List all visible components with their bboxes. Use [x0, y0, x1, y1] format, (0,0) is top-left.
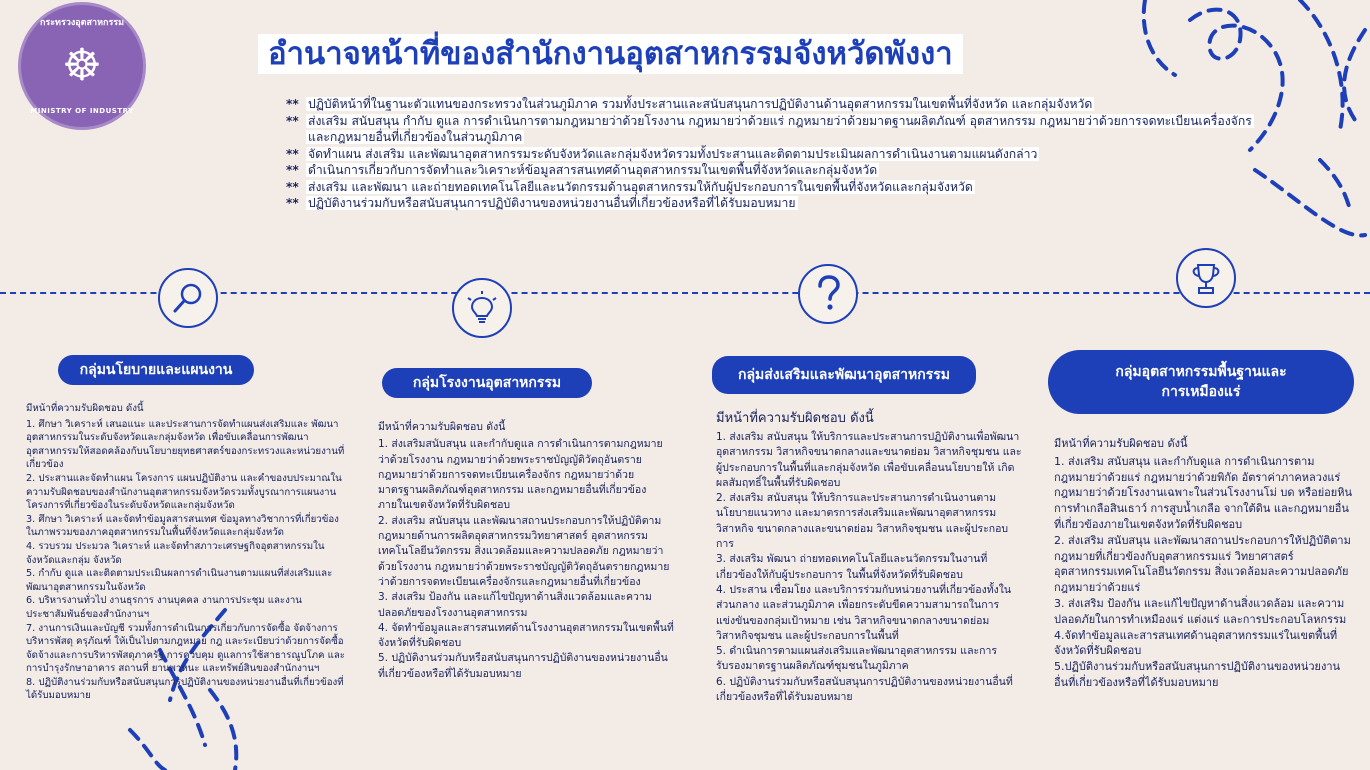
group-duties-heading: มีหน้าที่ความรับผิดชอบ ดังนี้	[26, 403, 144, 414]
group-factory-duties	[378, 420, 674, 682]
group-duty-item: 2. ส่งเสริม สนับสนุน ให้บริการและประสานการดำเนินงานตามนโยบายแนวทาง และมาตรการส่งเสริมและพัฒนาอุตสาหกรรม วิสาหกิจ ขนาดกลางและขนาดย่อม วิสาหกิจชุมชน และผู้ประกอบการ	[716, 492, 1009, 551]
group-duty-item: 1. ส่งเสริม สนับสนุน และกำกับดูแล การดำเนินการตามกฎหมายว่าด้วยแร่ กฎหมายว่าด้วยพิกัด อัตราค่าภาคหลวงแร่ กฎหมายว่าด้วยโรงงานเฉพาะในส่วนโรงงานโม่ บด หรือย่อยหิน การทำเกลือสินเธาว์ การสูบน้ำเกลือ จากใต้ดิน และกฎหมายอื่นที่เกี่ยวข้องภายในเขตจังหวัดที่รับผิดชอบ	[1054, 454, 1352, 531]
duty-text: ปฏิบัติหน้าที่ในฐานะตัวแทนของกระทรวงในส่วนภูมิภาค รวมทั้งประสานและสนับสนุนการปฏิบัติงานด้านอุตสาหกรรมในเขตพื้นที่จังหวัด และกลุ่มจังหวัด	[308, 97, 1093, 111]
duty-marker: **	[286, 97, 299, 111]
group-duty-item: 3. ส่งเสริม พัฒนา ถ่ายทอดเทคโนโลยีและนวัตกรรมในงานที่เกี่ยวข้องให้กับผู้ประกอบการ ในพื้นที่จังหวัดที่รับผิดชอบ	[716, 553, 988, 581]
duty-marker: **	[286, 146, 299, 161]
group-duty-item: 5.ปฏิบัติงานร่วมกับหรือสนับสนุนการปฏิบัติงานของหน่วยงานอื่นที่เกี่ยวข้องหรือที่ได้รับมอบหมาย	[1054, 660, 1341, 689]
group-duty-item: 3. ส่งเสริม ป้องกัน และแก้ไขปัญหาด้านสิ่งแวดล้อม และความปลอดภัยในการทำเหมืองแร่ แต่งแร่ และการประกอบโลหกรรม	[1054, 596, 1347, 626]
magnifier-icon	[158, 268, 218, 328]
duty-text: ปฏิบัติงานร่วมกับหรือสนับสนุนการปฏิบัติงานของหน่วยงานอื่นที่เกี่ยวข้องหรือที่ได้รับมอบหมาย	[308, 196, 796, 210]
ministry-emblem-icon: ☸	[62, 40, 102, 91]
group-duty-item: 2. ส่งเสริม สนับสนุน และพัฒนาสถานประกอบการให้ปฏิบัติตามกฎหมายที่เกี่ยวข้องกับอุตสาหกรรมแร่ วิทยาศาสตร์ อุตสาหกรรมเทคโนโลยีนวัตกรรม สิ่งแวดล้อมละความปลอดภัย กฎหมายว่าด้วยแร่	[1054, 533, 1351, 595]
group-duties-heading: มีหน้าที่ความรับผิดชอบ ดังนี้	[378, 421, 506, 433]
group-duty-item: 7. งานการเงินและบัญชี รวมทั้งการดำเนินการเกี่ยวกับการจัดซื้อ จัดจ้างการบริหารพัสดุ ครุภัณฑ์ ให้เป็นไปตามกฎหมาย กฎ และระเบียบว่าด้วยการจัดซื้อจัดจ้างและการบริหารพัสดุภาครัฐ การควบคุม ดูแลการใช้สาธารณูปโภค และการบำรุงรักษาอาคาร สถานที่ ยานพาหนะ และทรัพย์สินของสำนักงานฯ	[26, 622, 345, 675]
group-policy-duties	[26, 402, 350, 703]
group-duty-item: 3. ศึกษา วิเคราะห์ และจัดทำข้อมูลสารสนเทศ ข้อมูลทางวิชาการที่เกี่ยวข้องในภาพรวมของภาคอุตสาหกรรมในพื้นที่จังหวัดและกลุ่มจังหวัด	[26, 513, 339, 539]
duty-text: ส่งเสริม สนับสนุน กำกับ ดูแล การดำเนินการตามกฎหมายว่าด้วยโรงงาน กฎหมายว่าด้วยแร่ กฎหมายว่าด้วยมาตฐานผลิตภัณฑ์ อุตสาหกรรม กฎหมายว่าด้วยการจดทะเบียนเครื่องจักร และกฎหมายอื่นที่เกี่ยวข้องในส่วนภูมิภาค	[308, 113, 1252, 144]
duty-item	[286, 195, 1276, 212]
group-duty-item: 5. ดำเนินการตามแผนส่งเสริมและพัฒนาอุตสาหกรรม และการรับรองมาตรฐานผลิตภัณฑ์ชุมชนในภูมิภาค	[716, 645, 998, 673]
group-pill-basic-industry-line1: กลุ่มอุตสาหกรรมพื้นฐานและ	[1115, 364, 1287, 380]
group-duties-heading: มีหน้าที่ความรับผิดชอบ ดังนี้	[716, 411, 874, 426]
duty-marker: **	[286, 196, 299, 210]
group-duties-heading: มีหน้าที่ความรับผิดชอบ ดังนี้	[1054, 437, 1188, 450]
group-duty-item: 4.จัดทำข้อมูลและสารสนเทศด้านอุตสาหกรรมแร่ในเขตพื้นที่จังหวัดที่รับผิดชอบ	[1054, 628, 1338, 658]
duty-text: ดำเนินการเกี่ยวกับการจัดทำและวิเคราะห์ข้อมูลสารสนเทศด้านอุตสาหกรรมในเขตพื้นที่จังหวัดและกลุ่มจังหวัด	[308, 163, 878, 177]
logo-top-text: กระทรวงอุตสาหกรรม	[39, 18, 125, 28]
trophy-icon	[1176, 248, 1236, 308]
group-pill-basic-industry-line2: การเหมืองแร่	[1161, 384, 1241, 400]
duty-marker: **	[286, 163, 299, 177]
group-basic-industry-duties	[1054, 436, 1354, 691]
group-duty-item: 4. ประสาน เชื่อมโยง และบริการร่วมกับหน่วยงานที่เกี่ยวข้องทั้งในส่วนกลาง และส่วนภูมิภาค เพื่อยกระดับขีดความสามารถในการแข่งขันของกลุ่มเป้าหมาย เช่น วิสาหกิจขนาดกลางขนาดย่อม วิสาหกิจชุมชน และผู้ประกอบการในพื้นที่	[716, 583, 1012, 642]
duty-item	[286, 96, 1276, 113]
duty-item	[286, 146, 1276, 163]
group-pill-promotion: กลุ่มส่งเสริมและพัฒนาอุตสาหกรรม	[712, 356, 976, 394]
duty-text: จัดทำแผน ส่งเสริม และพัฒนาอุตสาหกรรมระดับจังหวัดและกลุ่มจังหวัดรวมทั้งประสานและติดตามประเมินผลการดำเนินงานตามแผนดังกล่าว	[308, 146, 1038, 161]
duty-item	[286, 162, 1276, 179]
ministry-logo	[18, 2, 146, 130]
page-title: อำนาจหน้าที่ของสำนักงานอุตสาหกรรมจังหวัดพังงา	[258, 34, 963, 74]
group-pill-policy: กลุ่มนโยบายและแผนงาน	[58, 355, 254, 385]
group-duty-item: 2. ประสานและจัดทำแผน โครงการ แผนปฏิบัติงาน และคำของบประมาณในความรับผิดชอบของสำนักงานอุตสาหกรรมจังหวัดรวมทั้งบูรณาการแผนงานโครงการที่เกี่ยวข้องในระดับจังหวัดและกลุ่มจังหวัด	[26, 472, 342, 512]
group-duty-item: 3. ส่งเสริม ป้องกัน และแก้ไขปัญหาด้านสิ่งแวดล้อมและความปลอดภัยของโรงงานอุตสาหกรรม	[378, 591, 652, 619]
duty-text: ส่งเสริม และพัฒนา และถ่ายทอดเทคโนโลยีและนวัตกรรมด้านอุตสาหกรรมให้กับผู้ประกอบการในเขตพื้นที่จังหวัดและกลุ่มจังหวัด	[308, 179, 973, 194]
group-duty-item: 1. ศึกษา วิเคราะห์ เสนอแนะ และประสานการจัดทำแผนส่งเสริมและ พัฒนาอุตสาหกรรมในระดับจังหวัดและกลุ่มจังหวัด เพื่อขับเคลื่อนการพัฒนาอุตสาหกรรมให้สอดคล้องกับนโยบายยุทธศาสตร์ของกระทรวงและหน่วยงานที่เกี่ยวข้อง	[26, 418, 345, 471]
group-duty-item: 1. ส่งเสริมสนับสนุน และกำกับดูแล การดำเนินการตามกฎหมายว่าด้วยโรงงาน กฎหมายว่าด้วยพระราชบัญญัติวัตถุอันตรายกฎหมายว่าด้วยการจดทะเบียนเครื่องจักร กฎหมายว่าด้วยมาตรฐานผลิตภัณฑ์อุตสาหกรรม และกฎหมายอื่นที่เกี่ยวข้องภายในเขตจังหวัดที่รับผิดชอบ	[378, 438, 663, 512]
question-mark-icon	[798, 264, 858, 324]
group-duty-item: 6. ปฏิบัติงานร่วมกับหรือสนับสนุนการปฏิบัติงานของหน่วยงานอื่นที่เกี่ยวข้องหรือที่ได้รับมอบหมาย	[716, 675, 1013, 704]
group-duty-item: 4. จัดทำข้อมูลและสารสนเทศด้านโรงงานอุตสาหกรรมในเขตพื้นที่จังหวัดที่รับผิดชอบ	[378, 621, 674, 650]
group-duty-item: 4. รวบรวม ประมวล วิเคราะห์ และจัดทำสภาวะเศรษฐกิจอุตสาหกรรมในจังหวัดและกลุ่ม จังหวัด	[26, 540, 325, 566]
duty-item	[286, 113, 1276, 146]
duties-list	[286, 96, 1276, 212]
group-duty-item: 8. ปฏิบัติงานร่วมกับหรือสนับสนุนการปฏิบัติงานของหน่วยงานอื่นที่เกี่ยวข้องที่ได้รับมอบหมาย	[26, 676, 344, 702]
lightbulb-icon	[452, 278, 512, 338]
group-duty-item: 5. ปฏิบัติงานร่วมกับหรือสนับสนุนการปฏิบัติงานของหน่วยงานอื่นที่เกี่ยวข้องหรือที่ได้รับมอบหมาย	[378, 652, 668, 680]
group-duty-item: 1. ส่งเสริม สนับสนุน ให้บริการและประสานการปฏิบัติงานเพื่อพัฒนาอุตสาหกรรม วิสาหกิจขนาดกลางและขนาดย่อม วิสาหกิจชุมชน และ ผู้ประกอบการในพื้นที่และกลุ่มจังหวัด เพื่อขับเคลื่อนนโยบายให้ เกิดผลสัมฤทธิ์ในพื้นที่รับผิดชอบ	[716, 431, 1022, 489]
group-duty-item: 5. กำกับ ดูแล และติดตามประเมินผลการดำเนินงานตามแผนที่ส่งเสริมและพัฒนาอุตสาหกรรมในจังหวัด	[26, 568, 333, 593]
duty-item	[286, 179, 1276, 196]
group-promotion-duties	[716, 410, 1024, 705]
logo-bottom-text: MINISTRY OF INDUSTRY	[30, 107, 134, 115]
group-duty-item: 6. บริหารงานทั่วไป งานธุรการ งานบุคคล งานการประชุม และงานประชาสัมพันธ์ของสำนักงานฯ	[26, 595, 302, 620]
group-duty-item: 2. ส่งเสริม สนับสนุน และพัฒนาสถานประกอบการให้ปฏิบัติตามกฎหมายด้านการผลิตอุตสาหกรรมวิทยาศาสตร์ อุตสาหกรรมเทคโนโลยีนวัตกรรม สิ่งแวดล้อมและความปลอดภัย กฎหมายว่าด้วยโรงงาน กฎหมายว่าด้วยพระราชบัญญัติวัตถุอันตรายกฎหมายว่าด้วยการจดทะเบียนเครื่องจักรและกฎหมายอื่นที่เกี่ยวข้อง	[378, 514, 670, 588]
group-pill-basic-industry	[1048, 350, 1354, 414]
duty-marker: **	[286, 179, 299, 194]
group-pill-factory: กลุ่มโรงงานอุตสาหกรรม	[382, 368, 592, 398]
duty-marker: **	[286, 113, 299, 128]
